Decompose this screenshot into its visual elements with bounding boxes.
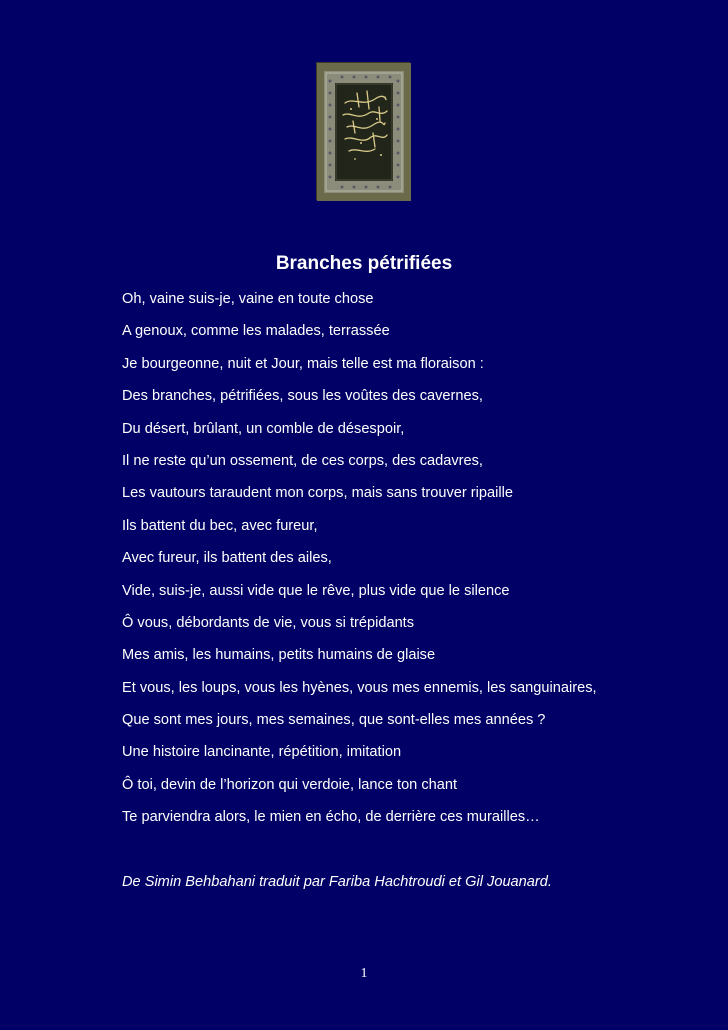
poem-line: Et vous, les loups, vous les hyènes, vous mes ennemis, les sanguinaires,	[122, 679, 597, 696]
poem-line: Du désert, brûlant, un comble de désespoir,	[122, 420, 405, 437]
poem-line: Les vautours taraudent mon corps, mais sans trouver ripaille	[122, 485, 513, 502]
poem-line: Une histoire lancinante, répétition, imitation	[122, 744, 402, 761]
poem-line: Ô vous, débordants de vie, vous si trépidants	[122, 614, 415, 631]
poem-line: Mes amis, les humains, petits humains de glaise	[122, 647, 436, 664]
poem-line: Avec fureur, ils battent des ailes,	[122, 550, 332, 567]
poem-line: Je bourgeonne, nuit et Jour, mais telle est ma floraison :	[122, 355, 484, 372]
poem-line: Que sont mes jours, mes semaines, que sont-elles mes années ?	[122, 712, 546, 729]
poem-line: Te parviendra alors, le mien en écho, de derrière ces murailles…	[122, 809, 540, 826]
poem-title: Branches pétrifiées	[275, 253, 453, 274]
poem-line: A genoux, comme les malades, terrassée	[122, 323, 390, 340]
page-number: 1	[360, 966, 368, 981]
poem-line: Ils battent du bec, avec fureur,	[122, 517, 318, 534]
poem-line: Vide, suis-je, aussi vide que le rêve, plus vide que le silence	[122, 582, 510, 599]
poem-line: Il ne reste qu’un ossement, de ces corps, des cadavres,	[122, 452, 483, 469]
calligraphy-miniature-image	[316, 62, 410, 200]
poem-line: Ô toi, devin de l’horizon qui verdoie, lance ton chant	[122, 776, 458, 793]
poem-line: Des branches, pétrifiées, sous les voûtes des cavernes,	[122, 388, 483, 405]
poem-line: Oh, vaine suis-je, vaine en toute chose	[122, 291, 374, 307]
poem-attribution: De Simin Behbahani traduit par Fariba Hachtroudi et Gil Jouanard.	[122, 874, 552, 890]
poem-body	[122, 287, 597, 838]
